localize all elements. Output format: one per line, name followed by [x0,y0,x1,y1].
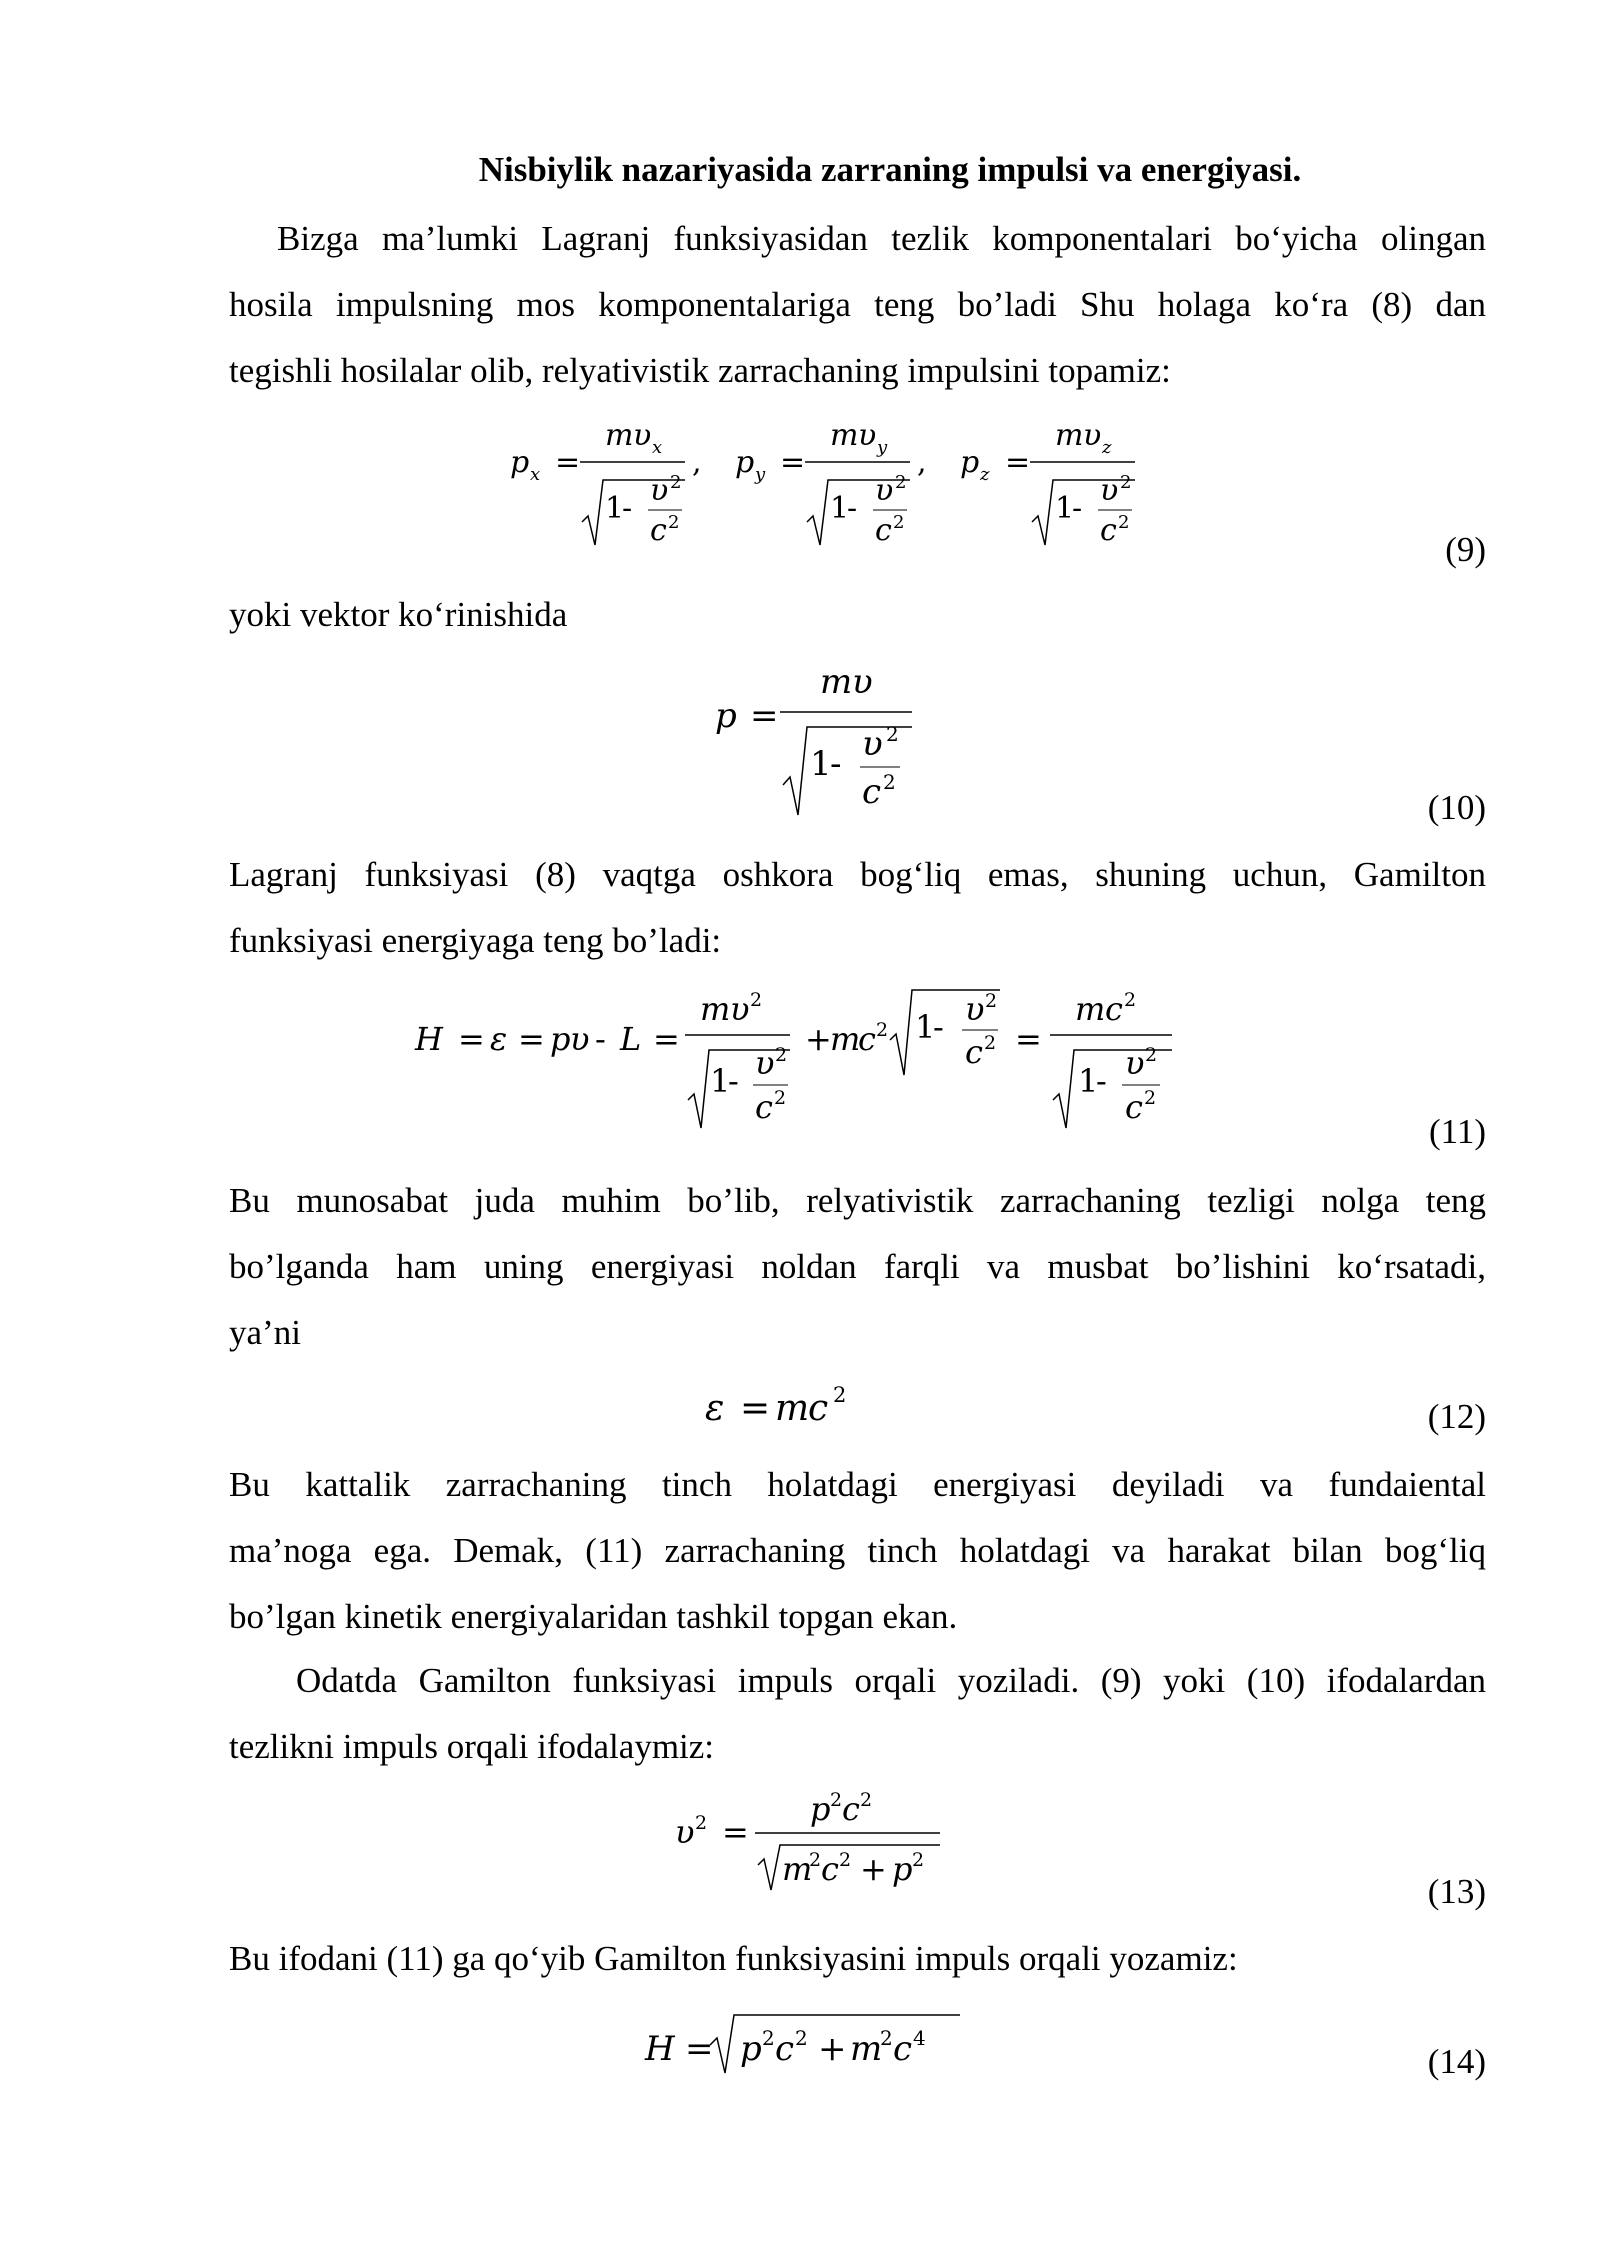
text-line: bo’lgan kinetik energiyalaridan tashkil topgan ekan. [229,1597,958,1636]
math-c: c [965,1033,983,1071]
text-line: Bu munosabat juda muhim bo’lib, relyativistik zarrachaning tezligi nolga teng [229,1181,1486,1220]
math-one: 1 [915,1008,936,1046]
equation-number: (12) [1427,1397,1486,1436]
paragraph-rest-energy [229,1452,1486,1650]
math-minus: - [933,1008,944,1046]
math-c: c [821,1850,839,1888]
math-m: m [775,1388,810,1429]
math-sup-2: 2 [839,1849,852,1871]
paragraph-intro [229,206,1486,404]
text-line: tegishli hosilalar olib, relyativistik zarrachaning impulsini topamiz: [229,351,1171,390]
math-H: H [415,1020,443,1058]
math-m: m [1055,418,1084,453]
math-L: L [620,1020,642,1058]
math-p: p [740,2029,762,2069]
text-line: bo’lganda ham uning energiyasi noldan farqli va musbat bo’lishini ko‘rsatadi, [229,1247,1486,1286]
equation-number: (11) [1428,1112,1486,1151]
math-sup-2: 2 [893,512,905,533]
math-sup-2: 2 [886,722,899,746]
math-sup-2: 2 [895,472,907,493]
math-v: υ [852,662,873,702]
math-sup-2: 2 [830,1789,843,1811]
math-v: υ [858,418,877,453]
math-v: υ [730,990,750,1028]
math-eq: = [518,1020,545,1058]
math-plus: + [818,2029,847,2069]
math-m: m [605,418,634,453]
math-c: c [893,2029,913,2069]
math-comma: , [692,445,702,480]
math-m: m [782,1850,813,1888]
paragraph-importance [229,1168,1486,1366]
math-c: c [862,772,882,812]
math-v: υ [650,473,669,508]
text-line: tezlikni impuls orqali ifodalaymiz: [229,1727,715,1766]
equation-13-formula [670,1785,950,1905]
math-sup-2: 2 [775,1044,788,1066]
math-sub-x: x [530,464,541,485]
math-m: m [1075,990,1106,1028]
math-p: p [810,1790,831,1828]
math-v: υ [1100,473,1119,508]
math-one: 1 [710,1062,731,1100]
math-sup-2: 2 [860,1789,873,1811]
math-p: p [960,445,980,480]
math-sup-2: 2 [1144,1087,1157,1109]
math-v: υ [862,724,883,764]
math-eq: = [780,445,806,480]
math-eq: = [1005,445,1031,480]
text-line: yoki vektor ko‘rinishida [229,595,568,634]
text-line: Bu ifodani (11) ga qo‘yib Gamilton funksiyasini impuls orqali yozamiz: [229,1939,1238,1978]
math-p: p [735,445,755,480]
equation-12-formula [700,1375,900,1435]
math-c: c [650,513,667,548]
math-sup-2: 2 [1120,472,1132,493]
math-sup-2: 2 [774,1087,787,1109]
math-sup-2: 2 [876,1019,889,1041]
math-c: c [808,1388,829,1429]
math-p: p [510,445,530,480]
paragraph-vector-form [229,582,1486,648]
math-sup-2: 2 [670,472,682,493]
math-minus: - [1072,491,1083,526]
text-line: Bizga ma’lumki Lagranj funksiyasidan tezlik komponentalari bo‘yicha olingan [277,219,1486,258]
math-eq: = [722,1813,749,1851]
math-sup-2: 2 [795,2026,808,2050]
math-m: m [830,418,859,453]
math-sup-2: 2 [762,2026,775,2050]
math-m: m [830,1020,861,1058]
math-eps: ε [490,1020,508,1058]
math-minus: - [595,1020,606,1058]
math-sub-x: x [652,437,663,458]
math-minus: - [1096,1062,1107,1100]
math-p: p [715,696,737,736]
math-v: υ [1125,1044,1145,1082]
equation-9-formula [500,410,1200,560]
math-sup-2: 2 [984,1032,997,1054]
equation-number: (10) [1427,788,1486,827]
math-c: c [875,513,892,548]
paragraph-lagrange [229,842,1486,974]
page-title: Nisbiylik nazariyasida zarraning impulsi va energiyasi. [478,150,1302,189]
math-plus: + [805,1020,832,1058]
paragraph-substitute [229,1926,1486,1992]
math-p: p [892,1850,913,1888]
math-one: 1 [1078,1062,1099,1100]
paragraph-hamilton [229,1648,1486,1780]
math-sup-2: 2 [833,1383,847,1407]
math-sub-y: y [755,464,766,485]
math-c: c [755,1088,773,1126]
math-p: p [550,1020,571,1058]
math-eps: ε [705,1388,725,1429]
text-line: hosila impulsning mos komponentalariga teng bo’ladi Shu holaga ko‘ra (8) dan [229,285,1486,324]
math-c: c [775,2029,795,2069]
text-line: funksiyasi energiyaga teng bo’ladi: [229,921,722,960]
equation-11-formula [410,980,1190,1150]
math-sub-y: y [877,437,888,458]
math-sup-2: 2 [1145,1044,1158,1066]
math-one: 1 [810,744,832,784]
math-c: c [1125,1088,1143,1126]
math-v: υ [633,418,652,453]
math-sup-2: 2 [750,989,763,1011]
math-minus: - [622,491,633,526]
math-v: υ [875,473,894,508]
equation-number: (13) [1427,1872,1486,1911]
math-v: υ [570,1020,590,1058]
equation-10-formula [710,655,930,825]
math-v: υ [755,1044,775,1082]
math-c: c [1100,513,1117,548]
math-m: m [700,990,731,1028]
math-sup-2: 2 [880,2026,893,2050]
equation-14-formula [640,2005,980,2085]
text-line: Lagranj funksiyasi (8) vaqtga oshkora bog‘liq emas, shuning uchun, Gamilton [229,855,1486,894]
math-sub-z: z [980,464,990,485]
math-one: 1 [605,491,625,526]
math-c: c [1105,990,1123,1028]
math-sup-2: 2 [912,1849,925,1871]
math-sup-2: 2 [883,770,896,794]
math-v: υ [675,1813,695,1851]
math-sup-2: 2 [1118,512,1130,533]
math-eq: = [653,1020,680,1058]
math-eq: = [555,445,581,480]
math-m: m [850,2029,883,2069]
math-sup-2: 2 [809,1849,822,1871]
text-line: ya’ni [229,1313,301,1352]
math-eq: = [685,2029,714,2069]
math-sup-2: 2 [695,1812,708,1834]
math-minus: - [830,744,842,784]
math-minus: - [728,1062,739,1100]
math-one: 1 [1055,491,1075,526]
text-line: Odatda Gamilton funksiyasi impuls orqali yoziladi. (9) yoki (10) ifodalardan [296,1661,1486,1700]
text-line: Bu kattalik zarrachaning tinch holatdagi energiyasi deyiladi va fundaiental [229,1465,1486,1504]
equation-number: (9) [1445,530,1486,569]
math-comma: , [917,445,927,480]
math-eq: = [740,1388,771,1429]
math-sub-z: z [1102,437,1112,458]
math-eq: = [458,1020,485,1058]
math-eq: = [1015,1020,1042,1058]
math-c: c [858,1020,876,1058]
math-H: H [645,2029,675,2069]
math-plus: + [860,1850,887,1888]
text-line: ma’noga ega. Demak, (11) zarrachaning tinch holatdagi va harakat bilan bog‘liq [229,1531,1486,1570]
math-sup-2: 2 [668,512,680,533]
math-sup-2: 2 [1124,989,1137,1011]
math-sup-2: 2 [985,990,998,1012]
equation-number: (14) [1427,2042,1486,2081]
math-minus: - [847,491,858,526]
math-m: m [820,662,853,702]
math-v: υ [965,990,985,1028]
math-one: 1 [830,491,850,526]
math-v: υ [1083,418,1102,453]
math-sup-4: 4 [913,2026,926,2050]
math-eq: = [750,696,779,736]
math-c: c [842,1790,860,1828]
